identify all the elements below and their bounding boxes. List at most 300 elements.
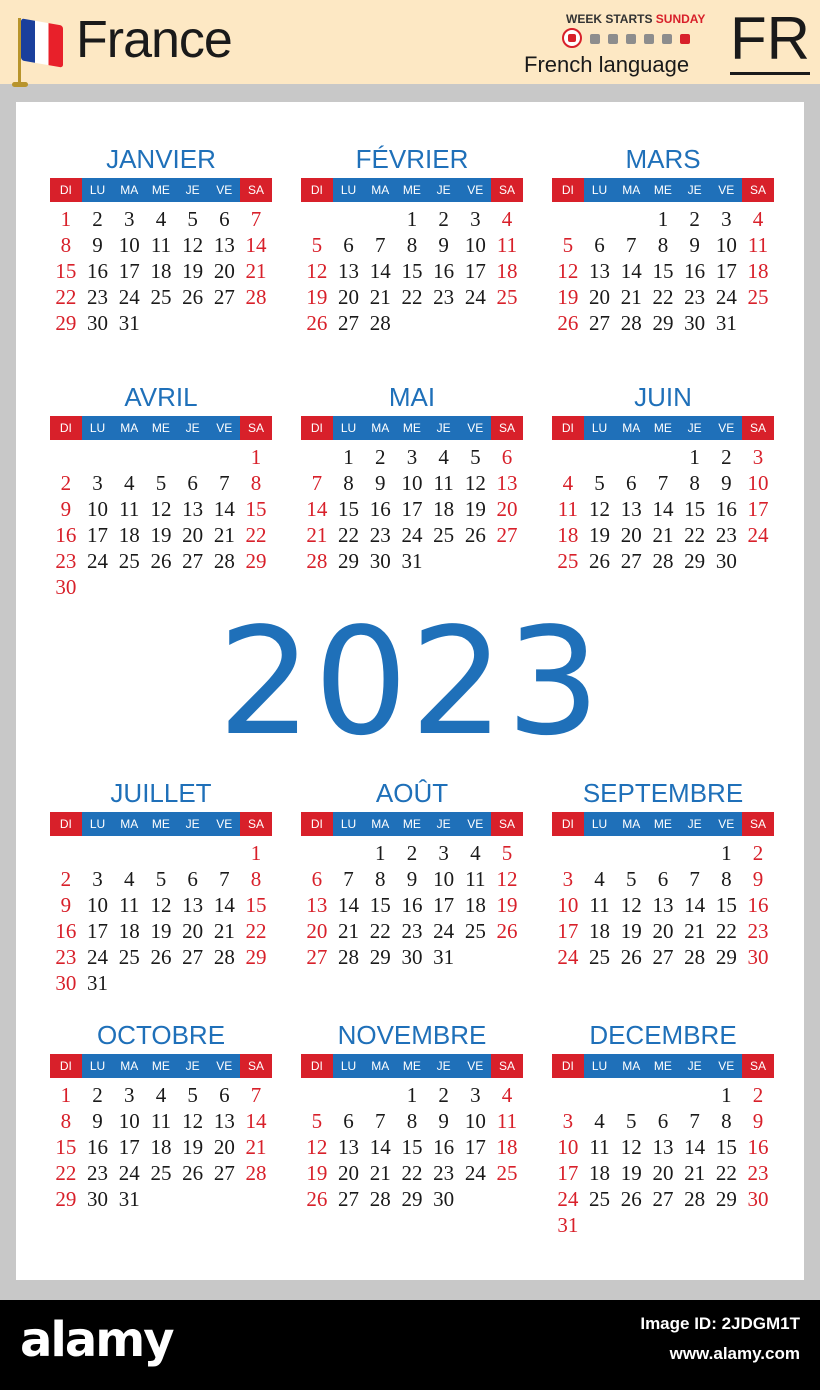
month-5 [552,382,774,600]
weekday-label: SA [491,416,523,440]
month-4 [301,382,523,600]
weekday-label: DI [552,178,584,202]
day-cell: 22 [401,285,423,309]
day-cell: 16 [55,523,77,547]
day-cell: 8 [689,471,700,495]
day-cell: 28 [620,311,642,335]
weekday-label: LU [333,416,365,440]
day-cell: 5 [501,841,513,865]
month-8 [552,778,774,996]
day-cell: 12 [150,893,172,917]
day-cell: 1 [250,841,262,865]
day-cell: 18 [589,1161,611,1185]
day-cell: 7 [689,867,700,891]
day-cell: 25 [464,919,486,943]
day-cell: 14 [652,497,674,521]
week-starts-label [566,12,705,26]
country-code: FR [730,6,810,75]
day-cell: 13 [182,893,204,917]
year-title: 2023 [217,596,603,768]
day-cell: 29 [401,1187,423,1211]
day-cell: 2 [60,471,72,495]
day-cell: 15 [401,1135,423,1159]
weekday-label: SA [742,1054,774,1078]
day-cell: 9 [438,233,449,257]
day-cell: 30 [747,1187,769,1211]
day-cell: 17 [464,1135,486,1159]
weekday-label: VE [208,416,240,440]
day-cell: 14 [620,259,642,283]
day-cell: 23 [369,523,391,547]
day-cell: 21 [338,919,360,943]
day-cell: 6 [657,1109,669,1133]
weekday-label: ME [647,812,679,836]
weekday-dot-icon [608,34,618,44]
day-cell: 24 [433,919,455,943]
day-cell: 28 [684,1187,706,1211]
day-cell: 29 [715,945,737,969]
day-cell: 29 [369,945,391,969]
day-cell: 13 [620,497,642,521]
day-cell: 5 [562,233,574,257]
day-cell: 19 [182,1135,204,1159]
weekday-header [50,178,272,202]
weekday-label: DI [301,1054,333,1078]
day-cell: 24 [87,945,109,969]
month-9 [50,1020,272,1238]
day-cell: 5 [187,1083,198,1107]
day-cell: 2 [438,1083,449,1107]
day-cell: 22 [55,1161,77,1185]
day-cell: 4 [594,1109,605,1133]
day-cell: 18 [118,919,140,943]
day-cell: 5 [311,233,323,257]
weekday-label: VE [710,178,742,202]
weekday-label: VE [208,1054,240,1078]
day-cell: 4 [155,207,167,231]
day-cell: 23 [87,1161,109,1185]
day-cell: 9 [406,867,418,891]
day-cell: 16 [369,497,391,521]
day-cell: 30 [715,549,737,573]
day-cell: 22 [684,523,706,547]
day-cell: 22 [245,523,267,547]
day-cell: 10 [464,233,486,257]
day-cell: 8 [250,867,262,891]
weekday-label: SA [240,1054,272,1078]
month-1 [301,144,523,362]
day-cell: 27 [652,1187,674,1211]
day-cell: 26 [464,523,486,547]
day-cell: 25 [118,549,140,573]
day-cell: 3 [406,445,418,469]
day-cell: 15 [652,259,674,283]
day-cell: 5 [470,445,481,469]
day-cell: 6 [311,867,323,891]
weekday-label: VE [208,812,240,836]
day-cell: 19 [150,919,172,943]
day-cell: 4 [123,867,135,891]
day-cell: 1 [657,207,669,231]
flag-base [12,82,28,87]
day-cell: 8 [60,233,72,257]
weekday-label: LU [584,178,616,202]
weekday-label: SA [491,1054,523,1078]
day-cell: 26 [182,285,204,309]
day-cell: 16 [87,259,109,283]
day-cell: 14 [684,1135,706,1159]
day-cell: 3 [470,1083,481,1107]
day-cell: 4 [594,867,605,891]
weekday-label: DI [50,178,82,202]
day-grid [50,444,272,600]
day-cell: 27 [182,549,204,573]
day-cell: 13 [213,1109,235,1133]
day-cell: 19 [589,523,611,547]
day-cell: 6 [625,471,637,495]
day-cell: 20 [652,1161,674,1185]
day-cell: 6 [219,207,230,231]
day-cell: 18 [496,1135,518,1159]
day-cell: 19 [306,1161,328,1185]
day-cell: 9 [92,233,103,257]
day-cell: 15 [401,259,423,283]
day-cell: 5 [155,471,167,495]
day-cell: 1 [250,445,262,469]
day-cell: 21 [306,523,328,547]
day-cell: 25 [118,945,140,969]
day-cell: 24 [118,1161,140,1185]
day-cell: 5 [594,471,605,495]
day-cell: 26 [496,919,518,943]
weekday-header [50,1054,272,1078]
day-cell: 10 [87,497,109,521]
day-cell: 16 [715,497,737,521]
day-cell: 18 [464,893,486,917]
day-cell: 6 [219,1083,230,1107]
day-cell: 9 [374,471,386,495]
weekday-label: ME [145,178,177,202]
day-cell: 23 [55,945,77,969]
day-cell: 18 [589,919,611,943]
day-cell: 16 [401,893,423,917]
day-cell: 1 [343,445,354,469]
day-cell: 7 [250,1083,262,1107]
day-cell: 28 [338,945,360,969]
day-cell: 23 [684,285,706,309]
day-cell: 18 [118,523,140,547]
day-cell: 26 [150,549,172,573]
day-cell: 27 [338,1187,360,1211]
day-cell: 11 [496,1109,518,1133]
weekday-header [50,416,272,440]
day-cell: 21 [213,523,235,547]
day-cell: 24 [715,285,737,309]
day-cell: 11 [557,497,578,521]
day-cell: 22 [652,285,674,309]
day-cell: 3 [123,207,135,231]
day-cell: 10 [747,471,769,495]
weekday-header [301,812,523,836]
day-cell: 14 [213,497,235,521]
day-cell: 17 [464,259,486,283]
day-cell: 16 [87,1135,109,1159]
weekday-label: VE [459,416,491,440]
weekday-label: DI [301,416,333,440]
month-name: OCTOBRE [96,1020,226,1050]
day-cell: 19 [464,497,486,521]
day-cell: 7 [374,233,386,257]
day-cell: 10 [401,471,423,495]
weekday-label: VE [459,1054,491,1078]
day-cell: 13 [338,1135,360,1159]
day-cell: 8 [343,471,354,495]
weekday-header [301,178,523,202]
day-cell: 15 [369,893,391,917]
day-cell: 12 [182,1109,204,1133]
weekday-label: JE [428,178,460,202]
day-cell: 1 [60,207,72,231]
day-cell: 3 [470,207,481,231]
weekday-label: VE [459,812,491,836]
day-cell: 26 [182,1161,204,1185]
day-cell: 5 [625,867,637,891]
day-cell: 10 [715,233,737,257]
month-0 [50,144,272,362]
day-cell: 28 [684,945,706,969]
day-cell: 3 [752,445,764,469]
day-cell: 4 [752,207,764,231]
day-cell: 30 [55,575,77,599]
day-cell: 31 [433,945,455,969]
day-cell: 28 [652,549,674,573]
day-cell: 15 [245,497,267,521]
day-cell: 3 [123,1083,135,1107]
day-cell: 17 [118,259,140,283]
day-cell: 29 [338,549,360,573]
day-cell: 23 [715,523,737,547]
day-cell: 3 [92,471,103,495]
day-cell: 12 [464,471,486,495]
weekday-label: JE [177,416,209,440]
day-cell: 2 [92,207,103,231]
day-cell: 23 [747,1161,769,1185]
day-cell: 27 [306,945,328,969]
day-cell: 6 [343,1109,354,1133]
day-cell: 27 [620,549,642,573]
weekday-label: MA [364,1054,396,1078]
day-cell: 31 [557,1213,579,1237]
watermark-logo: alamy [20,1312,173,1368]
day-cell: 1 [406,1083,418,1107]
weekday-label: LU [82,812,114,836]
day-cell: 2 [374,445,386,469]
day-cell: 10 [557,893,579,917]
day-cell: 14 [369,1135,391,1159]
weekday-dot-icon [644,34,654,44]
day-cell: 29 [55,311,77,335]
day-cell: 8 [406,233,418,257]
day-cell: 14 [684,893,706,917]
day-cell: 12 [306,1135,328,1159]
day-cell: 5 [311,1109,323,1133]
day-cell: 1 [60,1083,72,1107]
month-7 [301,778,523,996]
weekday-dot-icon [626,34,636,44]
weekday-header [552,416,774,440]
day-cell: 26 [306,311,328,335]
day-cell: 21 [245,1135,267,1159]
weekday-label: SA [742,416,774,440]
day-cell: 11 [150,1109,172,1133]
day-cell: 1 [406,207,418,231]
weekday-label: LU [82,416,114,440]
weekday-label: LU [333,1054,365,1078]
weekday-label: SA [742,812,774,836]
weekday-label: MA [113,812,145,836]
weekday-label: JE [428,812,460,836]
weekday-label: MA [615,812,647,836]
day-cell: 8 [60,1109,72,1133]
day-cell: 21 [652,523,674,547]
day-cell: 14 [306,497,328,521]
weekday-label: MA [615,416,647,440]
day-cell: 19 [496,893,518,917]
weekday-label: DI [301,812,333,836]
weekday-label: SA [491,178,523,202]
country-title: France [76,11,232,69]
day-cell: 28 [245,1161,267,1185]
weekday-label: SA [240,812,272,836]
weekday-label: DI [50,416,82,440]
month-name: MARS [625,144,701,174]
day-cell: 15 [55,259,77,283]
day-cell: 26 [150,945,172,969]
weekday-label: SA [742,178,774,202]
weekday-label: MA [615,178,647,202]
day-cell: 11 [589,893,610,917]
day-cell: 2 [406,841,418,865]
day-cell: 5 [155,867,167,891]
day-cell: 20 [589,285,611,309]
day-cell: 30 [684,311,706,335]
day-cell: 12 [306,259,328,283]
day-cell: 26 [557,311,579,335]
day-cell: 13 [213,233,235,257]
day-cell: 18 [150,1135,172,1159]
weekday-header [552,812,774,836]
weekday-label: MA [364,812,396,836]
weekday-label: MA [113,1054,145,1078]
day-cell: 20 [213,259,235,283]
day-cell: 4 [562,471,574,495]
day-cell: 12 [496,867,518,891]
day-cell: 20 [338,285,360,309]
day-cell: 24 [464,1161,486,1185]
day-cell: 11 [150,233,172,257]
weekday-label: JE [177,812,209,836]
weekday-label: LU [82,1054,114,1078]
day-cell: 13 [589,259,611,283]
day-grid [301,444,523,600]
day-cell: 25 [496,285,518,309]
day-cell: 7 [343,867,354,891]
day-cell: 29 [55,1187,77,1211]
day-cell: 16 [433,1135,455,1159]
day-cell: 27 [213,1161,235,1185]
weekday-label: MA [113,416,145,440]
week-starts-prefix: WEEK STARTS [566,12,656,26]
day-cell: 20 [182,523,204,547]
day-cell: 3 [92,867,103,891]
day-cell: 11 [496,233,518,257]
day-cell: 10 [118,1109,140,1133]
day-cell: 22 [338,523,360,547]
day-cell: 12 [557,259,579,283]
day-cell: 10 [433,867,455,891]
day-cell: 7 [250,207,262,231]
day-cell: 31 [118,1187,140,1211]
day-cell: 16 [55,919,77,943]
day-cell: 16 [747,1135,769,1159]
day-cell: 3 [562,867,574,891]
weekday-label: DI [301,178,333,202]
day-cell: 13 [338,259,360,283]
day-cell: 15 [684,497,706,521]
day-grid [552,840,774,996]
day-cell: 1 [689,445,700,469]
day-cell: 28 [245,285,267,309]
day-cell: 27 [338,311,360,335]
weekday-label: DI [552,812,584,836]
day-cell: 3 [721,207,732,231]
day-cell: 7 [657,471,669,495]
day-cell: 12 [620,893,642,917]
day-cell: 31 [87,971,109,995]
weekday-label: SA [491,812,523,836]
day-cell: 24 [401,523,423,547]
weekday-label: JE [679,1054,711,1078]
day-cell: 24 [557,945,579,969]
month-name: JUIN [634,382,692,412]
month-name: JUILLET [110,778,212,808]
weekday-label: VE [208,178,240,202]
day-cell: 4 [501,207,513,231]
weekday-header [552,1054,774,1078]
day-cell: 10 [464,1109,486,1133]
weekday-label: DI [50,812,82,836]
day-cell: 19 [150,523,172,547]
day-cell: 2 [689,207,700,231]
weekday-header [552,178,774,202]
calendar-sheet [16,102,804,1280]
month-name: AVRIL [124,382,198,412]
weekday-label: ME [145,416,177,440]
day-cell: 9 [752,1109,764,1133]
day-cell: 22 [55,285,77,309]
day-cell: 28 [369,1187,391,1211]
weekday-label: SA [240,416,272,440]
day-cell: 22 [401,1161,423,1185]
day-cell: 19 [557,285,579,309]
day-cell: 21 [245,259,267,283]
day-cell: 29 [245,549,267,573]
weekday-header [301,416,523,440]
day-cell: 19 [182,259,204,283]
week-start-marker-icon [562,28,582,48]
day-cell: 22 [245,919,267,943]
day-cell: 17 [747,497,769,521]
